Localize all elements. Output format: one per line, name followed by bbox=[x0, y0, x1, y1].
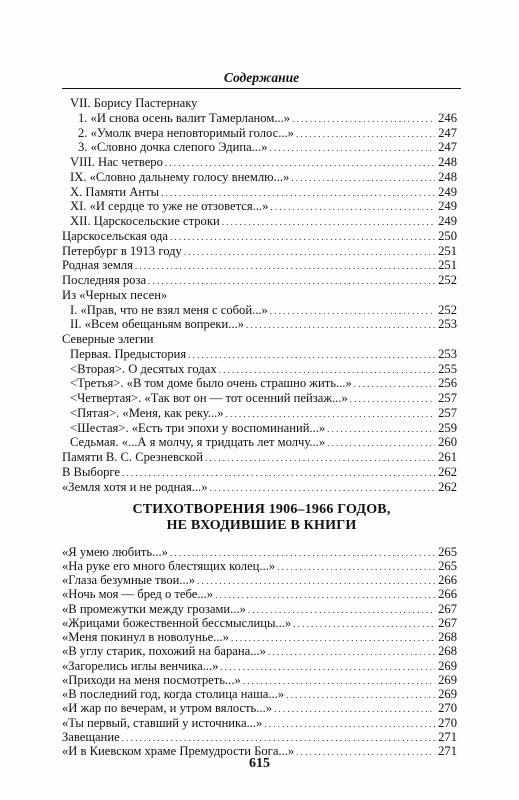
toc-entry-page: 251 bbox=[438, 258, 457, 273]
toc-entry-title: II. «Всем обещаньям вопреки...» bbox=[70, 317, 245, 332]
toc-dot-leader bbox=[327, 436, 435, 451]
toc-entry bbox=[0, 421, 519, 436]
toc-entry bbox=[0, 480, 519, 495]
toc-dot-leader bbox=[148, 274, 435, 289]
toc-entry bbox=[0, 273, 519, 288]
toc-entry-title: «Я умею любить...» bbox=[62, 544, 168, 559]
toc-entry-page: 262 bbox=[438, 464, 457, 479]
toc-dot-leader bbox=[188, 348, 435, 363]
section-title-line-1: СТИХОТВОРЕНИЯ 1906–1966 ГОДОВ, bbox=[132, 502, 391, 517]
toc-entry-page: 251 bbox=[438, 243, 457, 258]
toc-entry bbox=[0, 332, 519, 347]
toc-entry-page: 270 bbox=[438, 715, 457, 730]
toc-entry-page: 265 bbox=[438, 544, 457, 559]
toc-entry-page: 253 bbox=[438, 346, 457, 361]
toc-entry bbox=[0, 673, 519, 688]
section-title bbox=[62, 502, 461, 533]
toc-dot-leader bbox=[270, 200, 435, 215]
toc-entry-page: 250 bbox=[438, 228, 457, 243]
toc-entry bbox=[0, 406, 519, 421]
toc-entry-title: «Земля хотя и не родная...» bbox=[62, 479, 208, 494]
toc-entry-title: «И жар по вечерам, и утром вялость...» bbox=[62, 701, 273, 716]
toc-entry-page: 269 bbox=[438, 687, 457, 701]
running-header bbox=[62, 70, 461, 89]
toc-entry bbox=[0, 659, 519, 674]
toc-entry-page: 256 bbox=[438, 376, 457, 391]
toc-dot-leader bbox=[246, 318, 435, 333]
toc-entry bbox=[0, 716, 519, 731]
toc-entry bbox=[0, 465, 519, 480]
toc-entry-page: 252 bbox=[438, 273, 457, 287]
toc-entry-title: В Выборге bbox=[62, 464, 121, 479]
toc-dot-leader bbox=[270, 304, 435, 319]
toc-entry bbox=[0, 545, 519, 560]
toc-entry bbox=[0, 244, 519, 259]
toc-dot-leader bbox=[161, 186, 435, 201]
toc-entry bbox=[0, 362, 519, 377]
toc-entry-page: 248 bbox=[438, 155, 457, 169]
toc-entry-page: 267 bbox=[438, 601, 457, 616]
toc-entry-title: 1. «И снова осень валит Тамерланом...» bbox=[78, 110, 291, 125]
toc-entry bbox=[0, 185, 519, 200]
toc-entry bbox=[0, 450, 519, 465]
toc-entry-page: 268 bbox=[438, 644, 457, 659]
toc-dot-leader bbox=[226, 407, 435, 422]
toc-entry-title: «Загорелись иглы венчика...» bbox=[62, 658, 219, 673]
toc-dot-leader bbox=[184, 245, 435, 260]
toc-dot-leader bbox=[327, 422, 435, 437]
toc-entry bbox=[0, 391, 519, 406]
toc-entry-page: 267 bbox=[438, 615, 457, 630]
toc-entry-title: X. Памяти Анты bbox=[70, 184, 160, 199]
toc-entry bbox=[0, 111, 519, 126]
toc-entry-title: IX. «Словно дальнему голосу внемлю...» bbox=[70, 169, 290, 184]
toc-entry-title: 2. «Умолк вчера неповторимый голос...» bbox=[78, 125, 294, 140]
toc-entry-page: 255 bbox=[438, 361, 457, 376]
toc-entry-title: XII. Царскосельские строки bbox=[70, 214, 220, 228]
toc-entry-page: 247 bbox=[438, 125, 457, 140]
toc-entry-title: <Вторая>. О десятых годах bbox=[70, 361, 217, 376]
toc-entry bbox=[0, 347, 519, 362]
toc-entry-title: «В промежутки между грозами...» bbox=[62, 601, 246, 616]
toc-entry-page: 261 bbox=[438, 450, 457, 464]
toc-entry-title: Первая. Предыстория bbox=[70, 346, 187, 361]
toc-entry-page: 260 bbox=[438, 435, 457, 450]
toc-entry-page: 270 bbox=[438, 701, 457, 716]
toc-entry-title: «Ночь моя — бред о тебе...» bbox=[62, 587, 214, 602]
toc-entry bbox=[0, 435, 519, 450]
toc-entry-title: Последняя роза bbox=[62, 273, 147, 287]
toc-dot-leader bbox=[210, 481, 436, 496]
toc-dot-leader bbox=[291, 171, 435, 186]
toc-dot-leader bbox=[170, 230, 435, 245]
toc-entry bbox=[0, 303, 519, 318]
toc-entry bbox=[0, 258, 519, 273]
toc-entry-title: «И в Киевском храме Премудрости Бога...» bbox=[62, 744, 295, 758]
toc-entry-page: 262 bbox=[438, 479, 457, 494]
toc-entry-title: VII. Борису Пастернаку bbox=[70, 96, 198, 110]
toc-entry bbox=[0, 573, 519, 588]
toc-entry bbox=[0, 214, 519, 229]
running-header-title: Содержание bbox=[223, 70, 300, 85]
toc-entry-page: 271 bbox=[438, 729, 457, 744]
toc-entry bbox=[0, 630, 519, 645]
toc-entry-title: «На руке его много блестящих колец...» bbox=[62, 558, 276, 573]
toc-dot-leader bbox=[135, 259, 435, 274]
toc-entry-title: <Шестая>. «Есть три эпохи у воспоминаний...» bbox=[70, 420, 326, 435]
toc-entry-title: 3. «Словно дочка слепого Эдипа...» bbox=[78, 140, 268, 155]
toc-entry bbox=[0, 687, 519, 702]
toc-entry bbox=[0, 96, 519, 111]
toc-entry bbox=[0, 170, 519, 185]
toc-entry-page: 249 bbox=[438, 199, 457, 214]
toc-entry-title: <Пятая>. «Меня, как реку...» bbox=[70, 405, 224, 420]
section-title-line-2: НЕ ВХОДИВШИЕ В КНИГИ bbox=[166, 517, 357, 533]
toc-entry-page: 249 bbox=[438, 214, 457, 228]
toc-entry-title: «В последний год, когда столица наша...» bbox=[62, 687, 285, 701]
toc-entry-title: Царскосельская ода bbox=[62, 228, 169, 243]
toc-entry-page: 257 bbox=[438, 405, 457, 420]
toc-entry-title: I. «Прав, что не взял меня с собой...» bbox=[70, 302, 268, 317]
toc-dot-leader bbox=[222, 215, 435, 230]
toc-entry-title: <Третья>. «В том доме было очень страшно жить...» bbox=[70, 376, 352, 391]
toc-entry-title: «Ты первый, ставший у источника...» bbox=[62, 715, 263, 730]
toc-entry bbox=[0, 199, 519, 214]
toc-entry bbox=[0, 559, 519, 574]
toc-entry-page: 259 bbox=[438, 420, 457, 435]
toc-entry bbox=[0, 376, 519, 391]
toc-entry-page: 269 bbox=[438, 672, 457, 687]
toc-dot-leader bbox=[205, 451, 435, 466]
toc-dot-leader bbox=[122, 466, 435, 481]
toc-entry bbox=[0, 126, 519, 141]
toc-entry-title: «Глаза безумные твои...» bbox=[62, 573, 196, 587]
toc-dot-leader bbox=[350, 392, 435, 407]
toc-entry bbox=[0, 155, 519, 170]
toc-entry-page: 247 bbox=[438, 140, 457, 155]
toc-entry bbox=[0, 317, 519, 332]
toc-dot-leader bbox=[269, 141, 435, 156]
toc-entry-title: «Меня покинул в новолунье...» bbox=[62, 630, 229, 644]
toc-entry bbox=[0, 602, 519, 617]
toc-entry-page: 268 bbox=[438, 630, 457, 644]
toc-entry-page: 269 bbox=[438, 658, 457, 673]
toc-entry-title: Из «Черных песен» bbox=[62, 287, 168, 302]
toc-dot-leader bbox=[354, 377, 435, 392]
toc-entry bbox=[0, 730, 519, 745]
toc-entry-title: VIII. Нас четверо bbox=[70, 155, 163, 169]
toc-entry-page: 266 bbox=[438, 587, 457, 602]
toc-entry bbox=[0, 701, 519, 716]
toc-entry-page: 257 bbox=[438, 391, 457, 405]
toc-entry-title: <Четвертая>. «Так вот он — тот осенний пейзаж...» bbox=[70, 391, 348, 405]
toc-entry bbox=[0, 229, 519, 244]
toc-entry-title: Петербург в 1913 году bbox=[62, 243, 182, 258]
toc-entry-title: Памяти В. С. Срезневской bbox=[62, 450, 203, 464]
toc-entry-title: Северные элегии bbox=[62, 332, 154, 346]
toc-dot-leader bbox=[296, 127, 435, 142]
toc-entry-page: 249 bbox=[438, 184, 457, 199]
toc-dot-leader bbox=[219, 363, 435, 378]
toc-entry-page: 265 bbox=[438, 558, 457, 573]
toc-entry-page: 271 bbox=[438, 744, 457, 758]
toc-entry-page: 248 bbox=[438, 169, 457, 184]
toc-entry bbox=[0, 288, 519, 303]
toc-entry-title: «В углу старик, похожий на барана...» bbox=[62, 644, 266, 659]
toc-entry bbox=[0, 140, 519, 155]
toc-dot-leader bbox=[165, 156, 435, 171]
toc-entry-page: 252 bbox=[438, 302, 457, 317]
toc-entry-title: Родная земля bbox=[62, 258, 133, 273]
toc-entry bbox=[0, 644, 519, 659]
toc-entry-page: 246 bbox=[438, 110, 457, 125]
toc-entry-title: «Жрицами божественной бессмыслицы...» bbox=[62, 615, 292, 630]
toc-entry-page: 266 bbox=[438, 573, 457, 587]
toc-entry-title: Седьмая. «...А я молчу, я тридцать лет молчу...» bbox=[70, 435, 326, 450]
toc-entry-title: «Приходи на меня посмотреть...» bbox=[62, 672, 241, 687]
toc-entry-title: XI. «И сердце то уже не отзовется...» bbox=[70, 199, 269, 214]
toc-entry-title: Завещание bbox=[62, 729, 120, 744]
page-number: 615 bbox=[249, 756, 270, 771]
toc-entry bbox=[0, 616, 519, 631]
toc-dot-leader bbox=[292, 112, 435, 127]
toc-entry bbox=[0, 587, 519, 602]
toc-entry-page: 253 bbox=[438, 317, 457, 332]
